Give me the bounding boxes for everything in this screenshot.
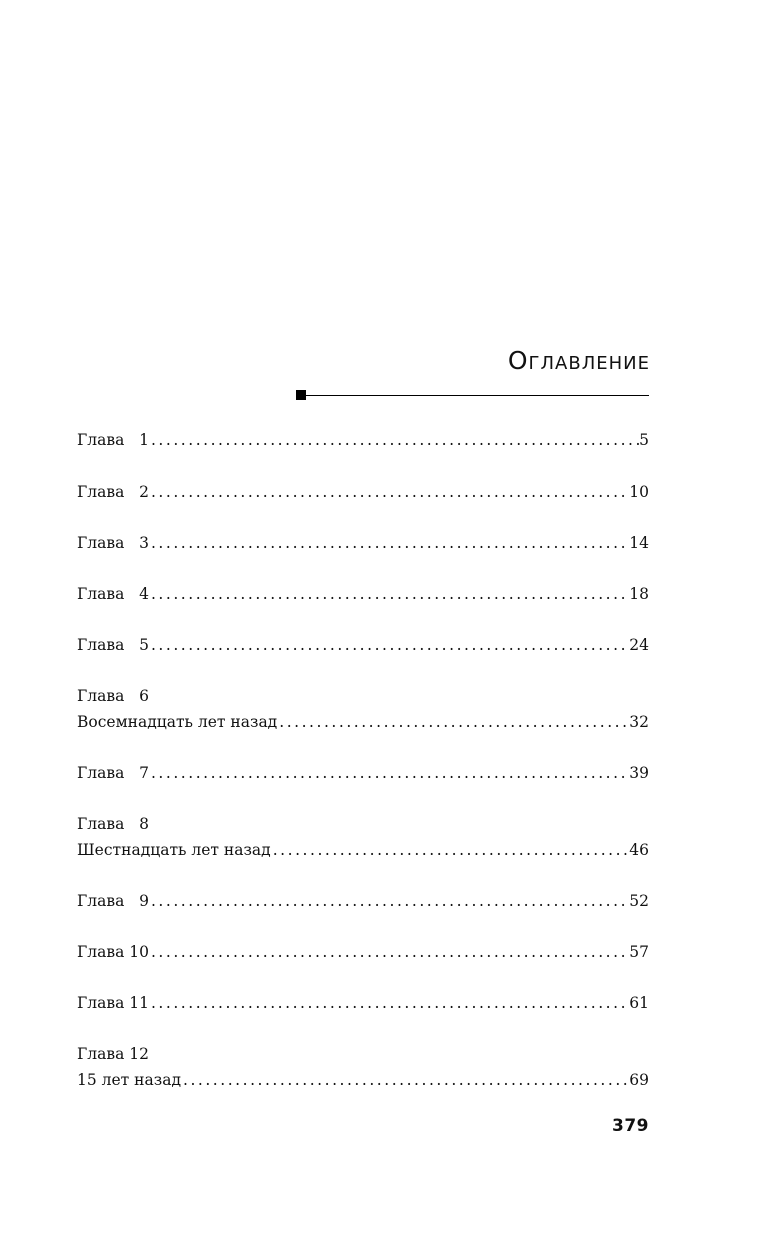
toc-entry	[77, 581, 649, 607]
page-number: 379	[612, 1116, 649, 1136]
dot-leader	[149, 530, 629, 556]
toc-entry-page: 69	[629, 1071, 649, 1089]
toc-entry-page: 5	[639, 431, 649, 449]
dot-leader	[277, 709, 629, 735]
dot-leader	[271, 837, 630, 863]
toc-entry	[77, 427, 649, 453]
toc-entry-page: 57	[629, 943, 649, 961]
dot-leader	[149, 760, 629, 786]
dot-leader	[149, 581, 629, 607]
toc-entry-page: 52	[629, 892, 649, 910]
toc-entry-row	[77, 888, 649, 914]
toc-entry-page: 14	[629, 534, 649, 552]
toc-entry-label: Шестнадцать лет назад	[77, 841, 271, 859]
toc-entry-label: Глава 7	[77, 764, 149, 782]
toc-entry-row	[77, 479, 649, 505]
toc-entry	[77, 1041, 649, 1093]
toc-entry-page: 24	[629, 636, 649, 654]
toc-entry-label: Глава 4	[77, 585, 149, 603]
toc-entry-label: 15 лет назад	[77, 1071, 181, 1089]
title-rule	[296, 389, 649, 401]
toc-entry-row	[77, 427, 649, 453]
toc-entry-heading: Глава 12	[77, 1045, 149, 1063]
toc-entry-label: Глава 3	[77, 534, 149, 552]
toc-entry	[77, 760, 649, 786]
toc-entry	[77, 888, 649, 914]
toc-entry	[77, 479, 649, 505]
toc-entry-label: Глава 1	[77, 431, 149, 449]
dot-leader	[149, 888, 629, 914]
toc-entry	[77, 530, 649, 556]
toc-entry-row	[77, 990, 649, 1016]
rule-line	[305, 395, 649, 396]
dot-leader	[149, 479, 629, 505]
toc-entry	[77, 939, 649, 965]
toc-entry-page: 46	[629, 841, 649, 859]
dot-leader	[181, 1067, 629, 1093]
dot-leader	[149, 990, 629, 1016]
dot-leader	[149, 632, 629, 658]
toc-entry-heading: Глава 8	[77, 815, 149, 833]
toc-entry-page: 61	[629, 994, 649, 1012]
toc-entry-row	[77, 581, 649, 607]
toc-entry-label: Глава 5	[77, 636, 149, 654]
toc-entry	[77, 811, 649, 863]
toc-entry-label: Глава 11	[77, 994, 149, 1012]
toc-entry-label: Восемнадцать лет назад	[77, 713, 278, 731]
toc-entry-row	[77, 530, 649, 556]
toc-entry-row	[77, 632, 649, 658]
toc-entry	[77, 990, 649, 1016]
toc-entry-row	[77, 939, 649, 965]
dot-leader	[149, 427, 639, 453]
toc-entry-row	[77, 837, 649, 863]
toc-entry-row	[77, 1067, 649, 1093]
toc-entry-label: Глава 9	[77, 892, 149, 910]
toc-entry-page: 18	[629, 585, 649, 603]
toc-entry-heading: Глава 6	[77, 687, 149, 705]
toc-title: Оглавление	[507, 346, 650, 375]
toc-entry-label: Глава 10	[77, 943, 149, 961]
toc-list	[77, 427, 649, 1093]
toc-entry-row	[77, 709, 649, 735]
dot-leader	[149, 939, 629, 965]
toc-entry-row	[77, 760, 649, 786]
toc-entry-page: 10	[629, 483, 649, 501]
toc-entry	[77, 683, 649, 735]
toc-entry-label: Глава 2	[77, 483, 149, 501]
toc-entry	[77, 632, 649, 658]
toc-entry-page: 32	[629, 713, 649, 731]
toc-entry-page: 39	[629, 764, 649, 782]
